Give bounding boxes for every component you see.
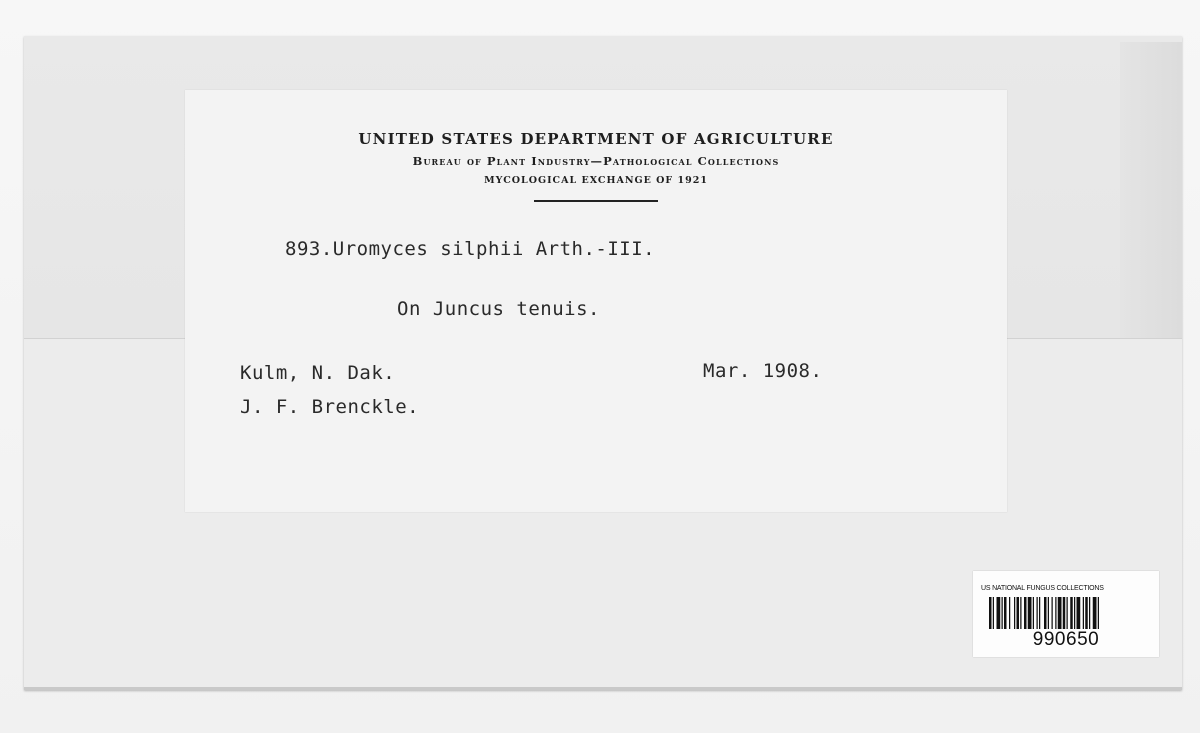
specimen-label (185, 90, 1007, 512)
barcode-bar (1058, 597, 1062, 629)
sticker-collection-name: US NATIONAL FUNGUS COLLECTIONS (981, 585, 1104, 592)
barcode-bar (1055, 597, 1056, 629)
barcode-bar (1089, 597, 1090, 629)
barcode-bar (1002, 597, 1003, 629)
locality-line: Kulm, N. Dak. (240, 362, 396, 384)
barcode-bar (1017, 597, 1020, 629)
barcode-bar (993, 597, 994, 629)
barcode-bar (997, 597, 1001, 629)
barcode-bar (1014, 597, 1015, 629)
barcode-bar (1039, 597, 1040, 629)
barcode-bar (1085, 597, 1088, 629)
collection-date: Mar. 1908. (703, 360, 823, 382)
barcode-bar (1067, 597, 1068, 629)
header-rule (534, 200, 658, 202)
barcode-bar (1004, 597, 1007, 629)
specimen-name-line: 893.Uromyces silphii Arth.-III. (285, 238, 656, 260)
barcode-bar (1037, 597, 1038, 629)
barcode-bar (1048, 597, 1049, 629)
catalog-number: 990650 (1032, 629, 1100, 650)
host-line: On Juncus tenuis. (397, 298, 600, 320)
barcode-bar (1033, 597, 1034, 629)
barcode-bar (989, 597, 992, 629)
barcode-bar (1063, 597, 1066, 629)
barcode-sticker (973, 571, 1159, 657)
barcode-bar (1074, 597, 1075, 629)
barcode-bar (1028, 597, 1032, 629)
barcode-bar (1077, 597, 1081, 629)
barcode-bar (1070, 597, 1073, 629)
envelope-bottom-edge (24, 687, 1182, 690)
barcode-icon (987, 597, 1141, 629)
collector-line: J. F. Brenckle. (240, 396, 420, 418)
barcode-bar (1044, 597, 1047, 629)
label-header (185, 130, 1007, 202)
barcode-bar (1093, 597, 1097, 629)
barcode-bar (1083, 597, 1084, 629)
barcode-bar (1098, 597, 1099, 629)
envelope-side-fold (1120, 42, 1182, 338)
barcode-bar (1024, 597, 1027, 629)
exchange-heading: MYCOLOGICAL EXCHANGE OF 1921 (484, 175, 708, 186)
barcode-bar (1020, 597, 1021, 629)
department-heading: UNITED STATES DEPARTMENT OF AGRICULTURE (358, 130, 834, 148)
barcode-bar (1009, 597, 1010, 629)
bureau-heading: Bureau of Plant Industry—Pathological Collections (412, 154, 780, 168)
barcode-bar (1052, 597, 1053, 629)
